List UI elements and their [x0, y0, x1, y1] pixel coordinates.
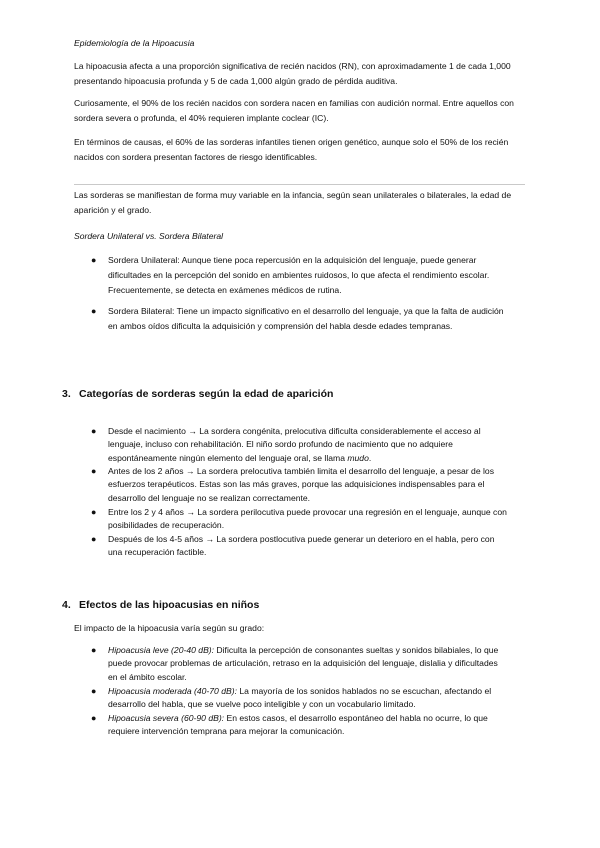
list-item-bilateral: [91, 304, 508, 334]
list-item-text: Entre los 2 y 4 años → La sordera perilocutiva puede provocar una regresión en el lenguaje, aunque con posibilidades de recuperación.: [108, 507, 507, 531]
heading-number: 3.: [62, 388, 71, 400]
section-subtitle-unilateral-bilateral: Sordera Unilateral vs. Sordera Bilateral: [74, 231, 224, 241]
bullet-icon: ●: [91, 713, 97, 723]
list-item-from-birth: [91, 425, 508, 465]
section-subtitle-epidemiology: Epidemiología de la Hipoacusia: [74, 38, 195, 48]
heading-categories: [62, 387, 333, 401]
heading-title: Efectos de las hipoacusias en niños: [79, 599, 260, 611]
list-item-unilateral: [91, 253, 508, 297]
paragraph-impact-intro: El impacto de la hipoacusia varía según su grado:: [74, 623, 265, 633]
paragraph-incidence: La hipoacusia afecta a una proporción significativa de recién nacidos (RN), con aproximadamente 1 de cada 1,000 presentando hipoacusia profunda y 5 de cada 1,000 algún grado de pérdida auditiva.: [74, 61, 511, 86]
bullet-icon: ●: [91, 645, 97, 655]
heading-number: 4.: [62, 599, 71, 611]
bullet-icon: ●: [91, 426, 97, 436]
list-item-after-4-years: [91, 533, 508, 560]
bullet-icon: ●: [91, 686, 97, 696]
bullet-icon: ●: [91, 306, 97, 316]
list-item-label: Hipoacusia moderada (40-70 dB):: [108, 686, 237, 696]
bullet-icon: ●: [91, 507, 97, 517]
list-item-text: Después de los 4-5 años → La sordera postlocutiva puede generar un deterioro en el habla, pero con una recuperación factible.: [108, 534, 495, 558]
list-item-italic-term: mudo: [347, 452, 369, 463]
paragraph-family-hearing: Curiosamente, el 90% de los recién nacidos con sordera nacen en familias con audición normal. Entre aquellos con sordera severa o profunda, el 40% requieren implante coclear (IC).: [74, 98, 514, 123]
list-item-text: Sordera Unilateral: Aunque tiene poca repercusión en la adquisición del lenguaje, puede generar dificultades en la percepción del sonido en ambientes ruidosos, lo que afecta el rendimiento escolar. Frecuentemente, se detecta en exámenes médicos de rutina.: [108, 255, 490, 295]
list-item-text: Dificulta la percepción de consonantes sueltas y sonidos bilabiales, lo que puede provocar problemas de articulación, retraso en la adquisición del lenguaje, dislalia y dificultades en el ámbito escolar.: [108, 645, 499, 682]
divider: [74, 184, 525, 185]
bullet-icon: ●: [91, 255, 97, 265]
heading-effects: [62, 598, 259, 612]
list-item-2-to-4-years: [91, 506, 508, 533]
heading-title: Categorías de sorderas según la edad de aparición: [79, 388, 334, 400]
list-item-severe-hearing-loss: [91, 712, 508, 739]
list-item-text: La mayoría de los sonidos hablados no se escuchan, afectando el desarrollo del habla, que se vuelve poco inteligible y con un vocabulario limitado.: [108, 686, 492, 710]
list-item-label: Hipoacusia severa (60-90 dB):: [108, 713, 225, 723]
list-item-text: Sordera Bilateral: Tiene un impacto significativo en el desarrollo del lenguaje, ya que la falta de audición en ambos oídos dificulta la adquisición y comprensión del habla desde edades tempranas.: [108, 306, 504, 331]
bullet-icon: ●: [91, 466, 97, 476]
list-item-mild-hearing-loss: [91, 644, 508, 684]
list-item-before-2-years: [91, 465, 508, 505]
list-item-text: Antes de los 2 años → La sordera prelocutiva también limita el desarrollo del lenguaje, a pesar de los esfuerzos terapéuticos. Estas son las más graves, porque las adquisiciones indispensables para el desarrollo del lenguaje no se realizan correctamente.: [108, 466, 494, 503]
list-item-label: Hipoacusia leve (20-40 dB):: [108, 645, 215, 655]
list-item-moderate-hearing-loss: [91, 685, 508, 712]
bullet-icon: ●: [91, 534, 97, 544]
list-item-text: En estos casos, el desarrollo espontáneo del habla no ocurre, lo que requiere intervención temprana para mejorar la comunicación.: [108, 713, 488, 737]
list-item-punctuation: .: [368, 452, 372, 463]
paragraph-variability: Las sorderas se manifiestan de forma muy variable en la infancia, según sean unilaterales o bilaterales, la edad de aparición y el grado.: [74, 190, 512, 215]
list-item-text: Desde el nacimiento → La sordera congénita, prelocutiva dificulta considerablemente el acceso al lenguaje, incluso con rehabilitación. El niño sordo profundo de nacimiento que no adquiere espontáneamente ningún elemento del lenguaje oral, se llama: [108, 426, 481, 463]
paragraph-genetic-causes: En términos de causas, el 60% de las sorderas infantiles tienen origen genético, aunque solo el 50% de los recién nacidos con sordera presentan factores de riesgo identificables.: [74, 137, 509, 162]
